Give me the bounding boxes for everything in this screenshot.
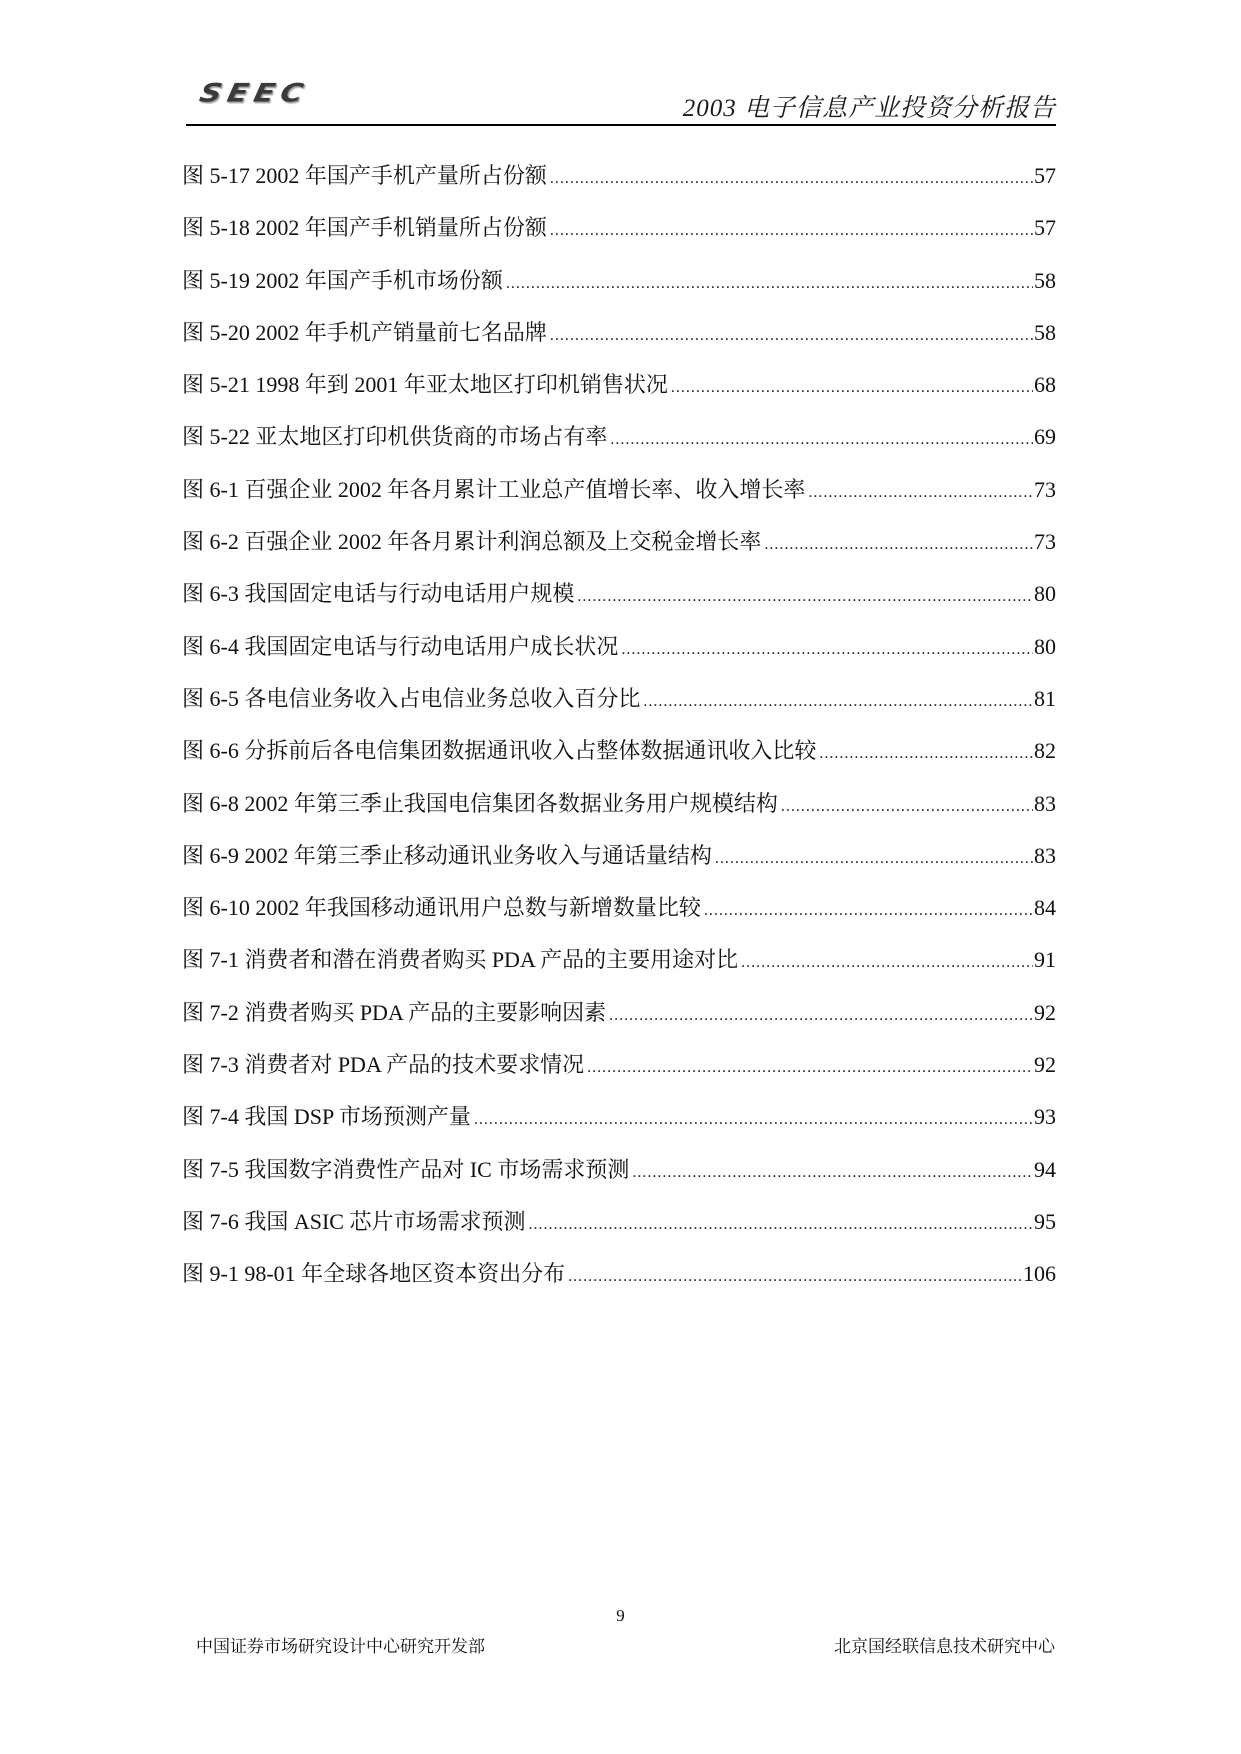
toc-entry[interactable] — [182, 842, 1056, 894]
toc-entry[interactable] — [182, 1260, 1056, 1312]
toc-dot-leader — [621, 636, 1033, 664]
toc-entry[interactable] — [182, 476, 1056, 528]
toc-entry-label: 图 9-1 98-01 年全球各地区资本资出分布 — [182, 1261, 566, 1287]
toc-dot-leader — [577, 583, 1033, 611]
toc-dot-leader — [671, 374, 1033, 402]
toc-entry-label: 图 5-17 2002 年国产手机产量所占份额 — [182, 163, 547, 188]
toc-dot-leader — [568, 1263, 1022, 1291]
table-of-figures — [182, 162, 1056, 1313]
toc-dot-leader — [741, 949, 1033, 977]
toc-entry[interactable] — [182, 946, 1056, 998]
toc-dot-leader — [819, 740, 1033, 768]
toc-entry-page: 91 — [1034, 947, 1056, 973]
toc-entry-page: 80 — [1034, 633, 1056, 659]
toc-entry-label: 图 5-19 2002 年国产手机市场份额 — [182, 267, 503, 293]
toc-dot-leader — [474, 1106, 1033, 1134]
toc-entry-label: 图 5-22 亚太地区打印机供货商的市场占有率 — [182, 424, 608, 450]
toc-entry[interactable] — [182, 685, 1056, 737]
toc-entry[interactable] — [182, 528, 1056, 580]
toc-dot-leader — [632, 1159, 1033, 1187]
toc-entry-page: 95 — [1034, 1208, 1056, 1234]
toc-entry[interactable] — [182, 790, 1056, 842]
toc-entry-label: 图 7-1 消费者和潜在消费者购买 PDA 产品的主要用途对比 — [182, 947, 739, 973]
toc-entry[interactable] — [182, 371, 1056, 423]
toc-entry-page: 92 — [1034, 999, 1056, 1025]
toc-entry-page: 69 — [1034, 424, 1056, 450]
toc-entry[interactable] — [182, 214, 1056, 266]
toc-entry-page: 73 — [1034, 476, 1056, 502]
toc-entry-label: 图 6-3 我国固定电话与行动电话用户规模 — [182, 581, 575, 607]
toc-entry[interactable] — [182, 162, 1056, 214]
toc-entry-label: 图 7-4 我国 DSP 市场预测产量 — [182, 1104, 471, 1130]
seec-logo: SEEC — [196, 78, 312, 109]
toc-dot-leader — [587, 1054, 1033, 1082]
toc-entry[interactable] — [182, 1208, 1056, 1260]
toc-dot-leader — [550, 217, 1033, 245]
report-title: 2003 电子信息产业投资分析报告 — [682, 95, 1056, 122]
toc-entry-label: 图 6-8 2002 年第三季止我国电信集团各数据业务用户规模结构 — [182, 790, 778, 816]
toc-entry-page: 80 — [1034, 581, 1056, 607]
toc-entry-page: 93 — [1034, 1104, 1056, 1130]
toc-entry-label: 图 6-6 分拆前后各电信集团数据通讯收入占整体数据通讯收入比较 — [182, 738, 817, 764]
toc-entry-page: 83 — [1034, 842, 1056, 868]
toc-entry[interactable] — [182, 999, 1056, 1051]
toc-entry-label: 图 6-1 百强企业 2002 年各月累计工业总产值增长率、收入增长率 — [182, 476, 806, 502]
toc-entry-page: 83 — [1034, 790, 1056, 816]
toc-dot-leader — [550, 322, 1033, 350]
footer-left-org: 中国证券市场研究设计中心研究开发部 — [196, 1637, 485, 1656]
header-rule — [186, 124, 1056, 126]
toc-entry-label: 图 7-6 我国 ASIC 芯片市场需求预测 — [182, 1208, 526, 1234]
toc-dot-leader — [704, 897, 1033, 925]
page-number: 9 — [616, 1606, 625, 1625]
toc-entry-page: 82 — [1034, 738, 1056, 764]
toc-dot-leader — [609, 1002, 1033, 1030]
toc-dot-leader — [506, 270, 1033, 298]
toc-entry-label: 图 5-18 2002 年国产手机销量所占份额 — [182, 215, 547, 241]
toc-entry[interactable] — [182, 1103, 1056, 1155]
toc-entry-page: 92 — [1034, 1052, 1056, 1078]
toc-entry[interactable] — [182, 267, 1056, 319]
toc-dot-leader — [808, 479, 1033, 507]
toc-dot-leader — [643, 688, 1033, 716]
toc-entry-page: 94 — [1034, 1156, 1056, 1182]
toc-entry[interactable] — [182, 737, 1056, 789]
toc-entry-label: 图 7-5 我国数字消费性产品对 IC 市场需求预测 — [182, 1156, 630, 1182]
toc-entry[interactable] — [182, 580, 1056, 632]
toc-entry[interactable] — [182, 633, 1056, 685]
toc-entry-label: 图 6-2 百强企业 2002 年各月累计利润总额及上交税金增长率 — [182, 529, 762, 555]
toc-entry-page: 57 — [1034, 163, 1056, 188]
toc-entry-page: 106 — [1023, 1261, 1056, 1287]
toc-entry-page: 81 — [1034, 685, 1056, 711]
toc-dot-leader — [715, 845, 1033, 873]
toc-entry-page: 84 — [1034, 895, 1056, 921]
toc-entry-page: 68 — [1034, 372, 1056, 398]
toc-dot-leader — [550, 165, 1033, 193]
page-header — [186, 72, 1056, 126]
toc-entry-label: 图 7-2 消费者购买 PDA 产品的主要影响因素 — [182, 999, 607, 1025]
toc-entry-label: 图 6-9 2002 年第三季止移动通讯业务收入与通话量结构 — [182, 842, 712, 868]
toc-entry-label: 图 6-5 各电信业务收入占电信业务总收入百分比 — [182, 685, 641, 711]
toc-dot-leader — [764, 531, 1033, 559]
toc-entry-label: 图 6-4 我国固定电话与行动电话用户成长状况 — [182, 633, 619, 659]
toc-entry[interactable] — [182, 319, 1056, 371]
toc-dot-leader — [528, 1211, 1033, 1239]
toc-entry[interactable] — [182, 1051, 1056, 1103]
toc-entry-label: 图 5-20 2002 年手机产销量前七名品牌 — [182, 319, 547, 345]
toc-dot-leader — [610, 426, 1033, 454]
toc-entry[interactable] — [182, 894, 1056, 946]
toc-entry-label: 图 5-21 1998 年到 2001 年亚太地区打印机销售状况 — [182, 372, 668, 398]
toc-entry[interactable] — [182, 1156, 1056, 1208]
toc-entry-label: 图 7-3 消费者对 PDA 产品的技术要求情况 — [182, 1052, 585, 1078]
toc-entry-page: 58 — [1034, 319, 1056, 345]
toc-entry-page: 58 — [1034, 267, 1056, 293]
toc-entry-page: 57 — [1034, 215, 1056, 241]
toc-dot-leader — [781, 793, 1033, 821]
toc-entry-page: 73 — [1034, 529, 1056, 555]
toc-entry-label: 图 6-10 2002 年我国移动通讯用户总数与新增数量比较 — [182, 895, 701, 921]
footer-right-org: 北京国经联信息技术研究中心 — [834, 1637, 1055, 1656]
toc-entry[interactable] — [182, 423, 1056, 475]
